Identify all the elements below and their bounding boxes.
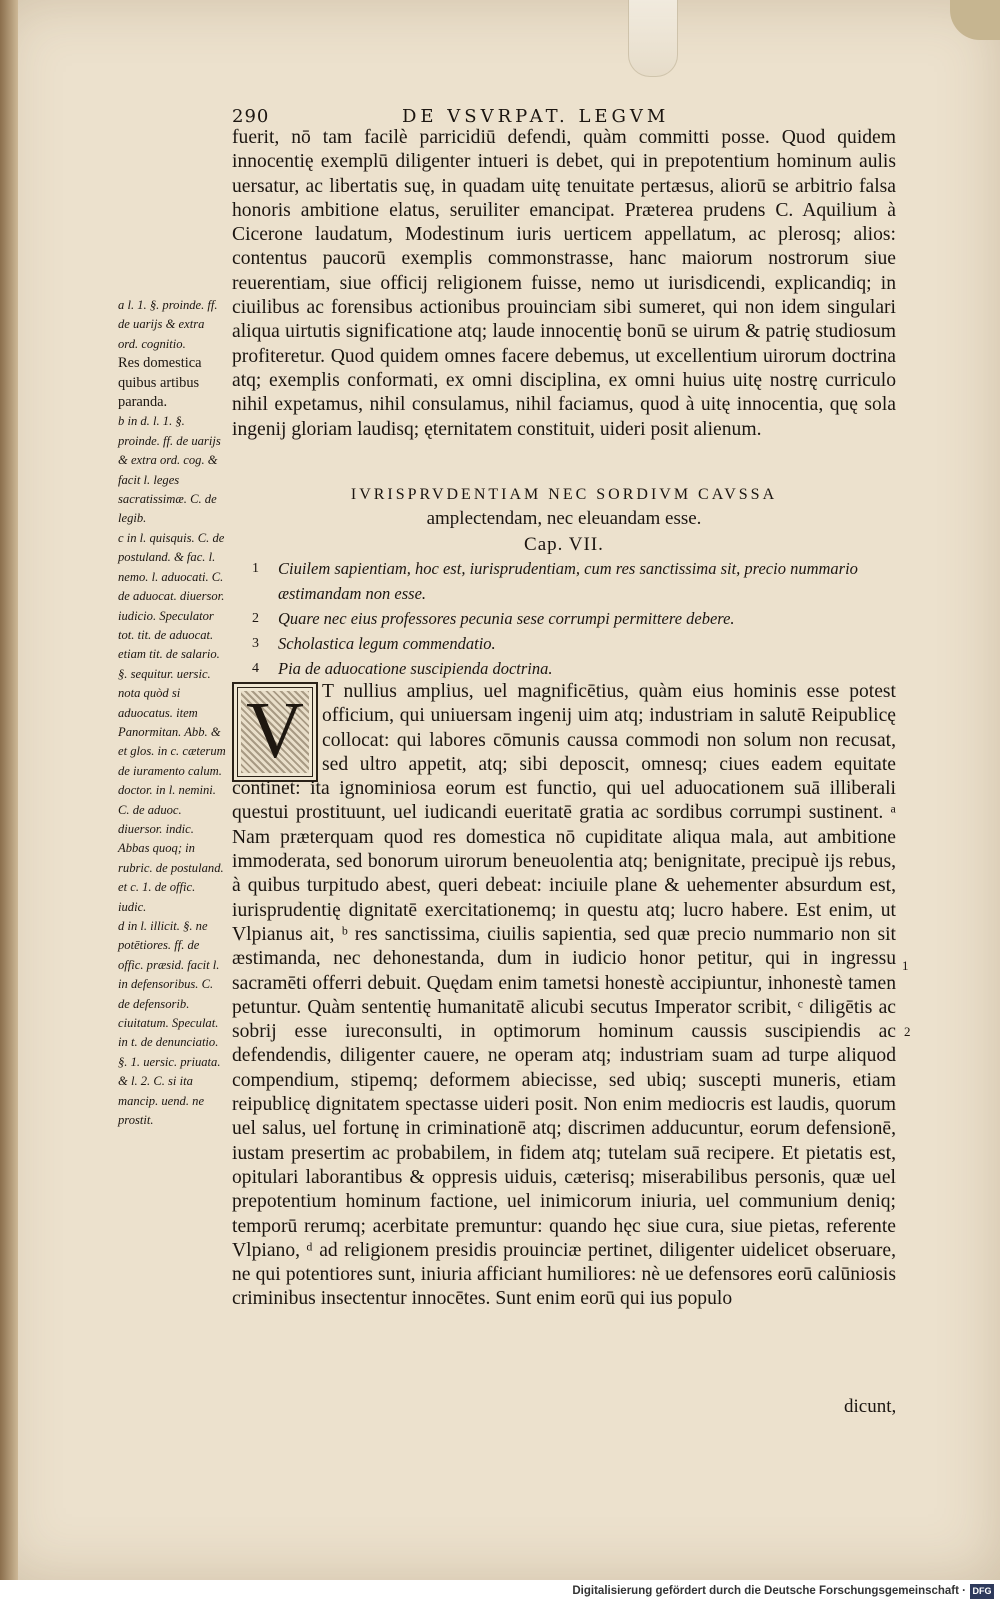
margin-note-c: c in l. quisquis. C. de postuland. & fac. l. nemo. l. aduocati. C. de aduocat. diuersor. iudicio. Speculator tot. tit. de aduocat. etiam tit. de salario. §. sequitur. uersic. nota quòd si aduocatus. item Panormitan. Abb. & et glos. in c. cæterum de iuramento calum. doctor. in l. nemini. C. de aduoc. diuersor. indic. Abbas quoq; in rubric. de postuland. et c. 1. de offic. iudic. [118, 530, 226, 914]
summary-item [252, 556, 896, 606]
summary-number: 3 [252, 636, 259, 651]
funding-credit: Digitalisierung gefördert durch die Deutsche Forschungsgemeinschaft · [572, 1585, 966, 1597]
page-number: 290 [232, 106, 270, 127]
chapter-summary [252, 556, 896, 681]
chapter-heading-line-1: IVRISPRVDENTIAM NEC SORDIVM CAVSSA [350, 486, 778, 503]
side-number-2: 2 [904, 1024, 911, 1039]
margin-note-res-domestica: Res domestica quibus artibus paranda. [118, 355, 202, 411]
running-title: DE VSVRPAT. LEGVM [402, 106, 670, 127]
catchword: dicunt, [844, 1396, 897, 1417]
page-clip [628, 0, 678, 77]
summary-text: Pia de aduocatione suscipienda doctrina. [278, 659, 553, 678]
page-edge [0, 0, 18, 1580]
margin-note-b: b in d. l. 1. §. proinde. ff. de uarijs & extra ord. cog. & facit l. leges sacratissimæ. C. de legib. [118, 414, 221, 526]
summary-number: 1 [252, 561, 259, 576]
margin-note-d: d in l. illicit. §. ne potētiores. ff. de offic. præsid. facit l. in defensoribus. C. de defensorib. ciuitatum. Speculat. in t. de denunciatio. §. 1. uersic. priuata. & l. 2. C. si ita mancip. uend. ne prostit. [118, 919, 221, 1128]
initial-space [232, 680, 322, 776]
footer-bar [0, 1580, 1000, 1604]
paragraph-2-text: T nullius amplius, uel magnificētius, quàm eius hominis esse potest officium, qui uniuersam ingenij uim atq; industriam in salutē Reipublicę collocat: qui labores cōmunis caussa commodi non solum non recusat, sed ultro appetit, atq; sibi deposcit, omnesq; ciues eadem equitate continet: ita ignominiosa eorum est functio, qui uel aduocationem suā illiberali questui prostituunt, uel iudicandi eueritatē gratia ac sordibus corrumpi sustinent. ᵃ Nam præterquam quod res domestica nō cupiditate aliqua mala, aut ambitione immoderata, sed bonorum uirorum beneuolentia atq; benignitate, precipuè ijs rebus, à quibus turpitudo abest, queri debeat: inciuile plane & uehementer absurdum est, iurisprudentię dignitatē exercitationemq; in questu atq; lucro habere. Est enim, ut Vlpianus ait, ᵇ res sanctissima, ciuilis sapientia, sed quæ precio nummario non sit æstimanda, nec dehonestanda, dum in iudicio honor petitur, qui in ingressu sacramēti offerri debuit. Quędam enim tametsi honestè accipiuntur, inhonestè tamen petuntur. Quàm sententię humanitatē alicubi secutus Imperator scribit, ᶜ diligētis ac sobrij esse iureconsulti, in optimorum hominum caussis suscipiendis ac defendendis, diligenter cauere, ne operam atq; industriam suam ad turpe aliquod compendium, stipemq; deformem abiecisse, sed ubiq; suscepti muneris, etiam reipublicę dignitatem spectasse uideri posit. Non enim mediocris est laudis, quorum uel salus, uel fortunę in criminationē atq; discrimen adducuntur, eorum defensionē, iustam presertim ac probabilem, in fidem atq; tutelam suā recipere. Et pietatis est, opitulari laborantibus & oppresis uiduis, cæterisq; miserabilibus personis, quæ uel prepotentium hominum factione, uel inimicorum iniuria, uel communium deniq; temporū rerumq; acerbitate premuntur: quando hęc siue cura, siue pietas, referente Vlpiano, ᵈ ad religionem presidis prouinciæ pertinet, diligenter uidelicet obseruare, ne qui potentiores sunt, iniuria afficiant humiliores: nè ue defensores eorū calūniosis criminibus insectentur innocētes. Sunt enim eorū qui ius populo [232, 681, 896, 1310]
summary-number: 2 [252, 611, 259, 626]
chapter-label: Cap. VII. [524, 534, 604, 555]
chapter-heading-line-2: amplectendam, nec eleuandam esse. [426, 508, 702, 529]
summary-text: Ciuilem sapientiam, hoc est, iurisprudentiam, cum res sanctissima sit, precio nummario æstimandam non esse. [278, 559, 858, 603]
margin-notes [118, 296, 226, 1130]
dfg-logo: DFG [970, 1584, 994, 1599]
page-corner [950, 0, 1000, 40]
paragraph-1: fuerit, nō tam facilè parricidiū defendi, quàm committi posse. Quod quidem innocentię exemplū diligenter intueri is debet, qui in prepotentium hominum aulis uersatur, ac libertatis suę, in quadam uitę tenuitate pertæsus, aliorū se arbitrio falsa honoris ambitione elatus, seruiliter emancipat. Præterea prudens C. Aquilium à Cicerone laudatum, Modestinum iuris uerticem appellatum, ac plerosq; alios: contentus paucorū exemplis commonstrasse, hanc maiorum nostrorum siue reuerentiam, siue officij religionem fuisse, nemo ut iurisdicendi, explicandiq; in ciuilibus ac forensibus actionibus prouinciam sibi sumeret, qui non idem singulari aliqua uirtutis significatione atq; laude innocentię bonū se uirum & patrię studiosum profiteretur. Quod quidem omnes facere debemus, ut excellentium uirorum doctrina atq; exemplis conformati, ex omni disciplina, ex omni huius uitę nostrę curriculo nihil expetamus, nihil consulamus, nihil faciamus, quod à uitę innocentia, quę sola ingenij gloriam laudisq; ęternitatem constituit, uideri posit alienum. [232, 127, 896, 440]
summary-number: 4 [252, 661, 259, 676]
summary-item [252, 606, 896, 631]
paragraph-2 [232, 680, 896, 1312]
summary-text: Quare nec eius professores pecunia sese corrumpi permittere debere. [278, 609, 735, 628]
initial-letter: V [246, 687, 304, 775]
summary-text: Scholastica legum commendatio. [278, 634, 496, 653]
summary-item [252, 656, 896, 681]
margin-note-a: a l. 1. §. proinde. ff. de uarijs & extra ord. cognitio. [118, 298, 218, 351]
summary-item [252, 631, 896, 656]
side-number-1: 1 [902, 958, 909, 973]
